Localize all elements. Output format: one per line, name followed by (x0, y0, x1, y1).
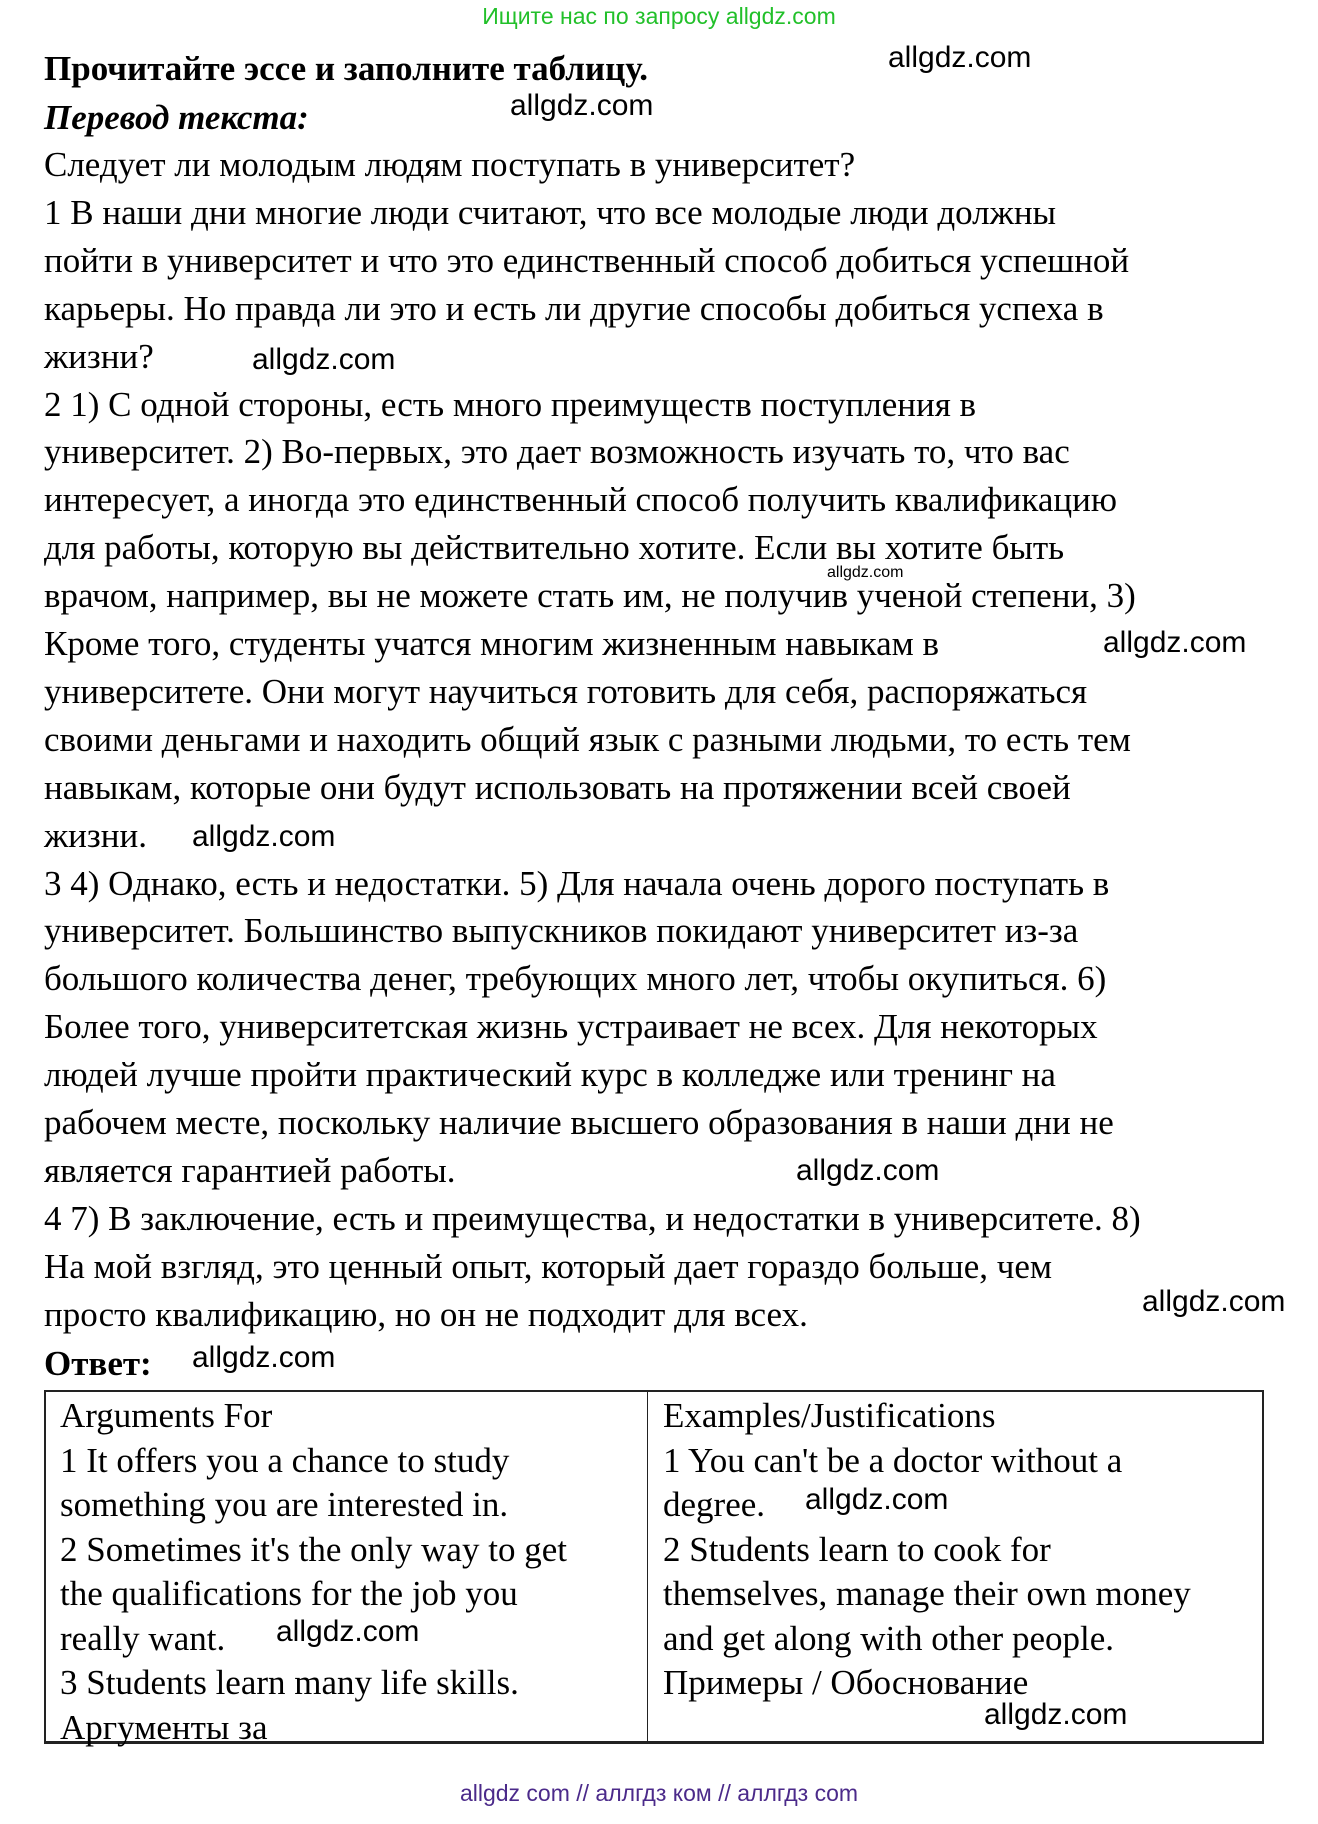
translation-heading: Перевод текста: (44, 98, 309, 137)
watermark-text: allgdz.com (510, 89, 654, 122)
answer-table (44, 1390, 1264, 1747)
table-cell-line: 1 You can't be a doctor without a (663, 1440, 1123, 1480)
essay-line: На мой взгляд, это ценный опыт, который дает гораздо больше, чем (44, 1246, 1053, 1286)
watermark-text: allgdz.com (192, 1341, 336, 1374)
watermark-text: allgdz.com (192, 820, 336, 853)
essay-line: людей лучше пройти практический курс в колледже или тренинг на (44, 1055, 1056, 1095)
task-title: Прочитайте эссе и заполните таблицу. (44, 49, 648, 88)
essay-line: жизни? (44, 336, 154, 376)
essay-line: рабочем месте, поскольку наличие высшего образования в наши дни не (44, 1103, 1114, 1142)
essay-line: университет. 2) Во-первых, это дает возможность изучать то, что вас (44, 432, 1070, 472)
table-cell-line: themselves, manage their own money (663, 1574, 1191, 1613)
table-cell-line: 3 Students learn many life skills. (60, 1663, 519, 1702)
table-cell-line: 1 It offers you a chance to study (60, 1440, 510, 1480)
essay-line: 2 1) С одной стороны, есть много преимуществ поступления в (44, 384, 977, 424)
watermark-text: allgdz.com (888, 41, 1032, 74)
examples-column (649, 1392, 1262, 1741)
essay-line: Кроме того, студенты учатся многим жизненным навыкам в (44, 624, 940, 663)
essay-line: врачом, например, вы не можете стать им, не получив ученой степени, 3) (44, 576, 1136, 616)
table-cell-line: really want. (60, 1618, 226, 1658)
essay-line: 1 В наши дни многие люди считают, что все молодые люди должны (44, 192, 1057, 232)
table-cell-line: degree. (663, 1485, 766, 1524)
essay-line: Более того, университетская жизнь устраивает не всех. Для некоторых (44, 1007, 1098, 1047)
essay-line: интересует, а иногда это единственный способ получить квалификацию (44, 480, 1117, 520)
essay-line: своими деньгами и находить общий язык с разными людьми, то есть тем (44, 719, 1131, 759)
essay-line: 3 4) Однако, есть и недостатки. 5) Для начала очень дорого поступать в (44, 863, 1110, 903)
essay-line: пойти в университет и что это единственный способ добиться успешной (44, 240, 1130, 280)
watermark-text: allgdz.com (827, 564, 904, 581)
watermark-text: allgdz.com (1142, 1285, 1286, 1318)
table-cell-line: 2 Students learn to cook for (663, 1529, 1051, 1569)
essay-line: просто квалификацию, но он не подходит для всех. (44, 1294, 808, 1334)
watermark-text: allgdz.com (984, 1698, 1128, 1731)
watermark-text: allgdz.com (796, 1154, 940, 1187)
essay-line: жизни. (44, 815, 147, 855)
footer-links[interactable]: allgdz com // аллгдз ком // аллгдз com (459, 1780, 859, 1806)
essay-line: навыкам, которые они будут использовать на протяжении всей своей (44, 767, 1071, 807)
watermark-text: allgdz.com (276, 1615, 420, 1648)
search-banner: Ищите нас по запросу allgdz.com (482, 3, 836, 29)
table-cell-line: Аргументы за (60, 1707, 268, 1747)
arguments-column (46, 1392, 648, 1747)
essay-line: университете. Они могут научиться готовить для себя, распоряжаться (44, 671, 1088, 711)
table-cell-line: 2 Sometimes it's the only way to get (60, 1529, 567, 1569)
table-header: Arguments For (60, 1396, 273, 1435)
essay-line: карьеры. Но правда ли это и есть ли другие способы добиться успеха в (44, 288, 1104, 328)
watermark-text: allgdz.com (1103, 626, 1247, 659)
watermark-text: allgdz.com (805, 1483, 949, 1516)
essay-line: 4 7) В заключение, есть и преимущества, и недостатки в университете. 8) (44, 1198, 1141, 1238)
watermark-text: allgdz.com (252, 343, 396, 376)
essay-line: большого количества денег, требующих много лет, чтобы окупиться. 6) (44, 959, 1107, 999)
essay-line: университет. Большинство выпускников покидают университет из-за (44, 911, 1079, 951)
table-header: Examples/Justifications (663, 1396, 996, 1435)
table-cell-line: Примеры / Обоснование (663, 1663, 1029, 1702)
table-cell-line: something you are interested in. (60, 1485, 509, 1524)
answer-label: Ответ: (44, 1344, 152, 1383)
table-cell-line: the qualifications for the job you (60, 1574, 518, 1613)
essay-line: для работы, которую вы действительно хотите. Если вы хотите быть (44, 528, 1065, 568)
essay-line: является гарантией работы. (44, 1150, 456, 1190)
essay-line: Следует ли молодым людям поступать в университет? (44, 145, 856, 184)
table-cell-line: and get along with other people. (663, 1618, 1114, 1658)
